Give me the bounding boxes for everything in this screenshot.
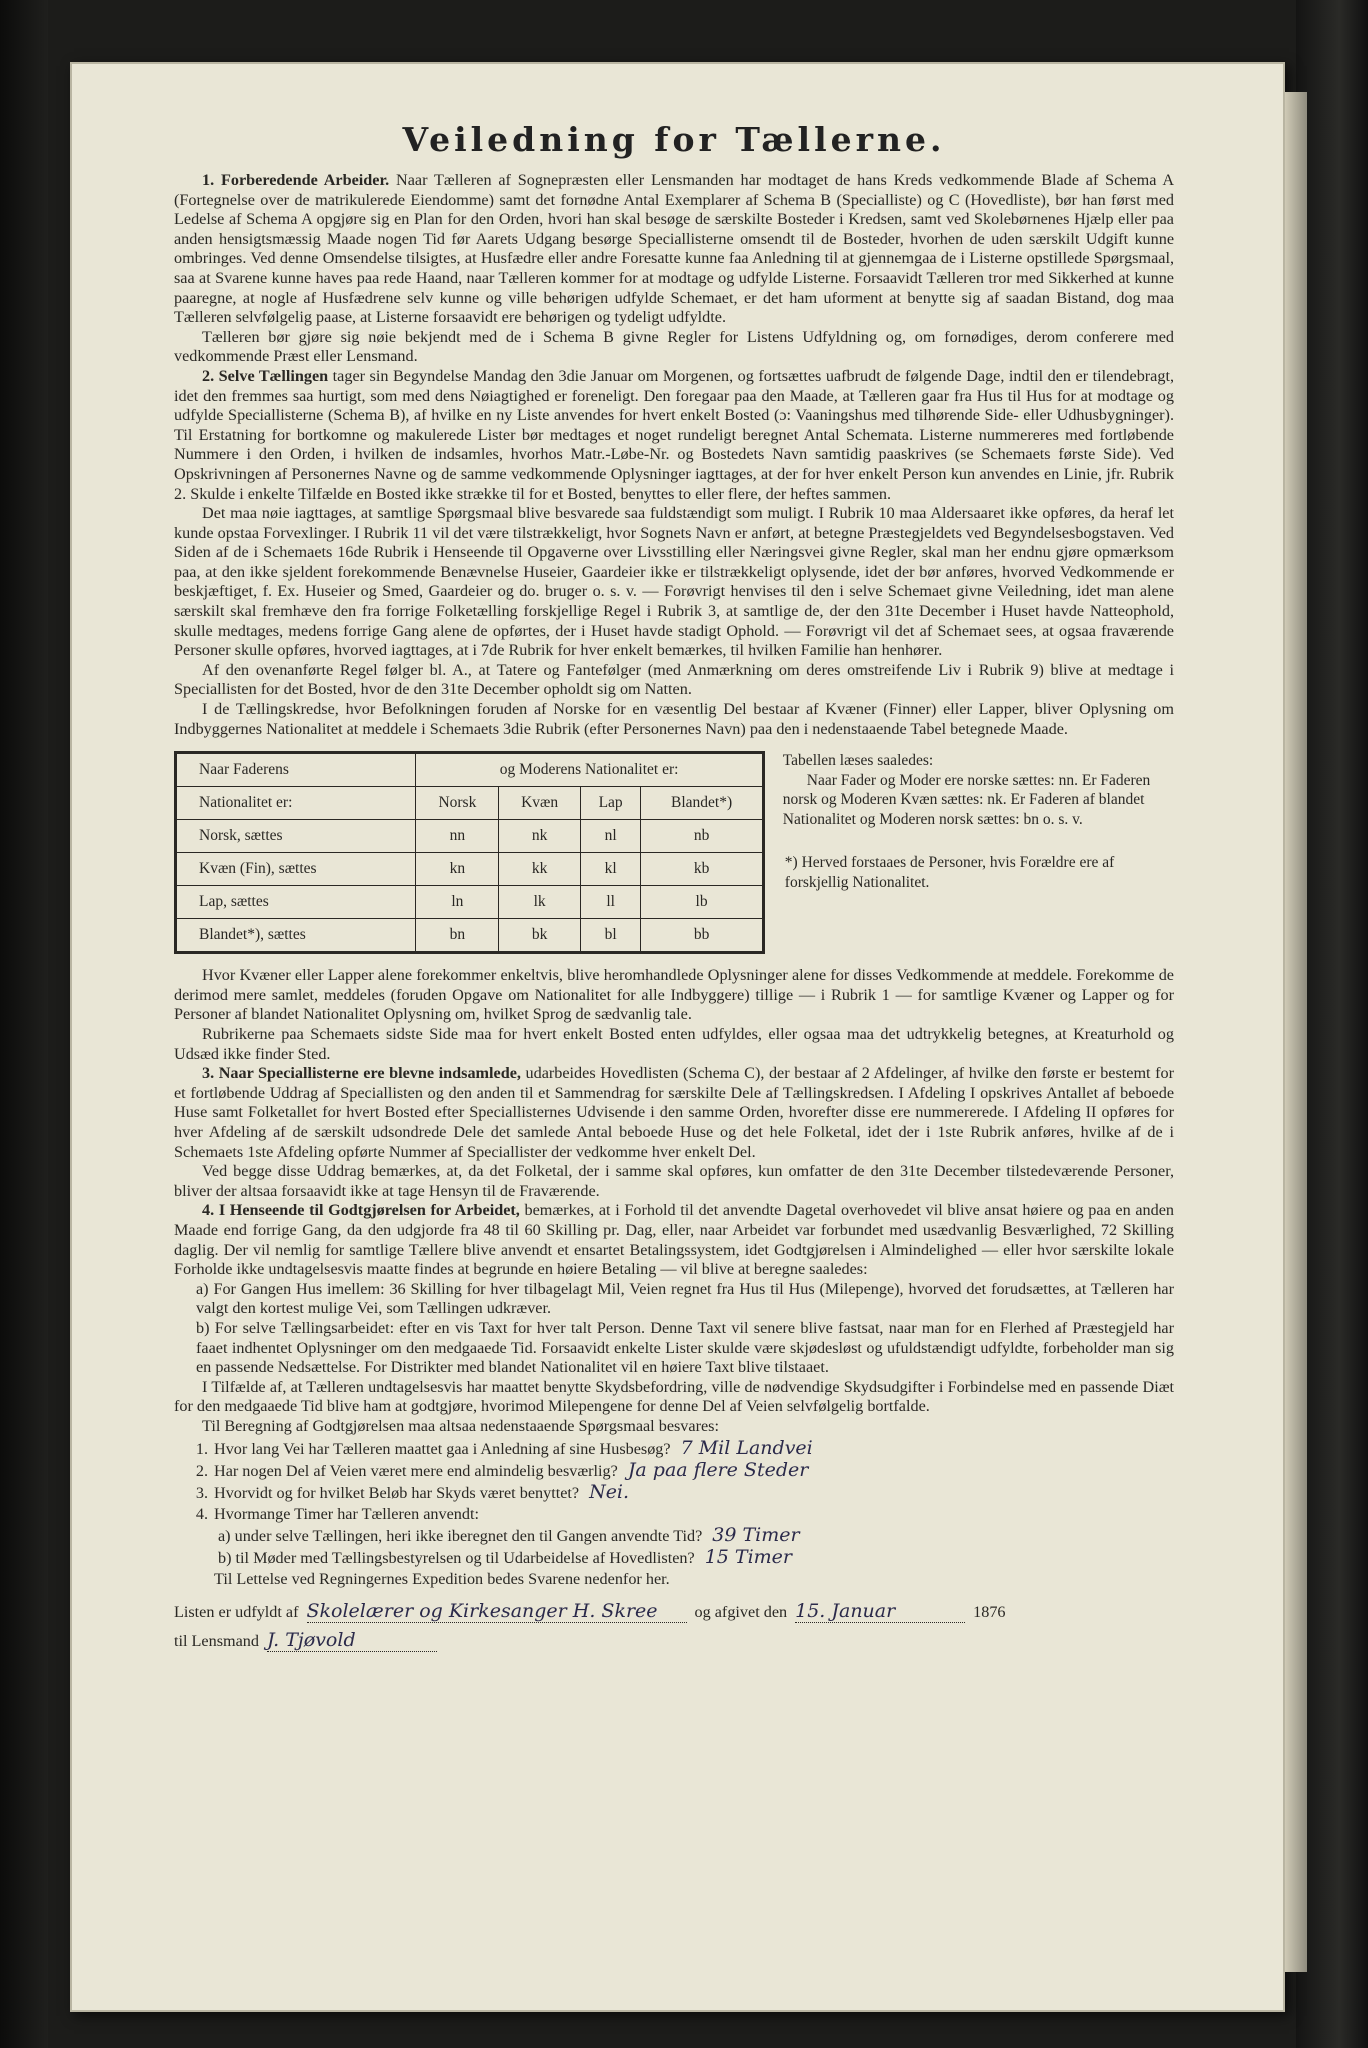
page-content [174, 120, 1174, 1652]
table-cell: nk [499, 820, 581, 853]
section-3-text: udarbeides Hovedlisten (Schema C), der bestaar af 2 Afdelinger, af hvilke den første er bestemt for et fortløbende Uddrag af Speciallisten og den anden til et Sammendrag for særskilte Dele af Tællingskredsen. I Afdeling I opskrives Antallet af beboede Huse samt Folketallet for hvert Bosted efter Speciallisternes Udvisende i den samme Orden, hvorefter disse ere nummererede. I Afdeling II opføres for hver Afdeling af de særskilt udsondrede Dele det samlede Antal beboede Huse og det hele Folketal, idet der i 1ste Rubrik anføres, hvilke af de i Schemaets 1ste Afdeling opførte Nummer af Speciallister der vedkomme hver enkelt Del. [174, 1064, 1174, 1161]
question-item [174, 1482, 1174, 1504]
section-2-paragraph-2: Det maa nøie iagttages, at samtlige Spørgsmaal blive besvarede saa fuldstændigt som muligt. I Rubrik 10 maa Aldersaaret ikke opføres, da heraf let kunde opstaa Forvexlinger. I Rubrik 11 vil det være tilstrækkeligt, hvor Sognets Navn er anført, at betegne Præstegjeldets ved Begyndelsesbogstaven. Ved Siden af de i Schemaets 16de Rubrik i Henseende til Opgaverne over Livsstilling eller Næringsvei givne Regler, skal man her endnu gjøre opmærksom paa, at den ikke sjeldent forekommende Benævnelse Huseier, Gaardeier ikke er tilstrækkeligt oplysende, idet der bør anføres, hvorved Vedkommende er beskjæftiget, f. Ex. Huseier og Smed, Gaardeier og do. bruger o. s. v. — Forøvrigt henvises til den i selve Schemaet givne Veiledning, idet man alene særskilt skal fremhæve den fra forrige Folketælling forskjellige Regel i Rubrik 3, at samtlige de, der den 31te December i Huset havde Natteophold, skulle medtages, medens forrige Gang alene de opførtes, der i Huset havde stadigt Ophold. — Forøvrigt vil det af Schemaet sees, at ogsaa fraværende Personer skulle opføres, hvorved iagttages, at i 7de Rubrik for hver enkelt bemærkes, til hvilken Familie han henhører. [174, 504, 1174, 660]
table-cell: bb [641, 919, 763, 953]
delivered-label: og afgivet den [694, 1603, 788, 1622]
page-edge [1285, 92, 1307, 1972]
table-cell: bk [499, 919, 581, 953]
handwritten-lensmand: J. Tjøvold [267, 1629, 437, 1652]
section-1 [174, 171, 1174, 328]
question-item [174, 1438, 1174, 1460]
handwritten-answer: 39 Timer [712, 1524, 800, 1547]
col-header: Norsk [416, 787, 499, 820]
page-title: Veiledning for Tællerne. [402, 120, 946, 159]
year-label: 1876 [973, 1603, 1006, 1622]
section-2 [174, 367, 1174, 504]
table-row [176, 820, 764, 853]
section-4 [174, 1201, 1174, 1279]
question-item [174, 1504, 1174, 1525]
table-row [176, 853, 764, 886]
section-2-heading: 2. Selve Tællingen [202, 366, 329, 385]
section-3 [174, 1064, 1174, 1162]
table-cell: kn [416, 853, 499, 886]
table-row [176, 886, 764, 919]
section-3-heading: 3. Naar Speciallisterne ere blevne indsamlede, [202, 1064, 521, 1083]
scanner-background-left [0, 0, 48, 2048]
handwritten-answer: 15 Timer [704, 1546, 792, 1569]
section-4-item-b: b) For selve Tællingsarbeidet: efter en vis Taxt for hver talt Person. Denne Taxt vil senere blive fastsat, naar man for en Flerhed af Præstegjeld har faaet indhentet Oplysninger om den medgaaede Tid. Forsaavidt enkelte Lister skulde være skjødesløst og ufuldstændigt udfyldte, forbeholder man sig en passende Nedsættelse. For Distrikter med blandet Nationalitet vil en høiere Taxt blive tilstaaet. [196, 1318, 1174, 1377]
col-header: Kvæn [499, 787, 581, 820]
row-label: Lap, sættes [176, 886, 416, 919]
section-4-text: bemærkes, at i Forhold til det anvendte Dagetal overhovedet vil blive ansat høiere og paa en anden Maade end forrige Gang, da den udgjorde fra 48 til 60 Skilling pr. Dag, eller, naar Arbeidet var forbundet med usædvanlig Besværlighed, 72 Skilling daglig. Der vil nemlig for samtlige Tællere blive anvendt et ensartet Betalingssystem, idet Godtgjørelsen i Almindelighed — eller hvor særskilte lokale Forholde ikke undtagelsesvis maatte findes at begrunde en høiere Betaling — vil blive at beregne saaledes: [174, 1201, 1175, 1279]
table-cell: kb [641, 853, 763, 886]
document-page [70, 62, 1285, 2012]
handwritten-date: 15. Januar [795, 1600, 965, 1623]
table-top-header: og Moderens Nationalitet er: [416, 753, 763, 787]
row-label: Kvæn (Fin), sættes [176, 853, 416, 886]
section-4-item-a: a) For Gangen Hus imellem: 36 Skilling for hver tilbagelagt Mil, Veien regnet fra Hus til Hus (Milepenge), hvorved det forudsættes, at Tælleren har valgt den kortest mulige Vei, som Tællingen udkræver. [196, 1279, 1174, 1318]
table-corner-2: Nationalitet er: [176, 787, 416, 820]
section-2-paragraph-3: Af den ovenanførte Regel følger bl. A., at Tatere og Fantefølger (med Anmærkning om deres omstreifende Liv i Rubrik 9) blive at medtage i Speciallisten for det Bosted, hvor de den 31te December opholdt sig om Natten. [174, 660, 1174, 699]
section-2-paragraph-4: I de Tællingskredse, hvor Befolkningen foruden af Norske for en væsentlig Del bestaar af Kvæner (Finner) eller Lapper, bliver Oplysning om Indbyggernes Nationalitet at meddele i Schemaets 3die Rubrik (efter Personernes Navn) paa den i nedenstaaende Tabel betegnede Maade. [174, 700, 1174, 738]
table-cell: nb [641, 820, 763, 853]
table-cell: ll [580, 886, 640, 919]
handwritten-completed-by: Skolelærer og Kirkesanger H. Skree [307, 1600, 687, 1623]
nationality-table [174, 751, 765, 954]
question-number: 2. [195, 1462, 208, 1481]
row-label: Norsk, sættes [176, 820, 416, 853]
question-text: Hvor lang Vei har Tælleren maattet gaa i Anledning af sine Husbesøg? [214, 1440, 671, 1459]
section-3-paragraph-2: Ved begge disse Uddrag bemærkes, at, da det Folketal, der i samme skal opføres, kun omfatter de den 31te December tilstedeværende Personer, bliver der altsaa forsaavidt ikke at tage Hensyn til de Fraværende. [174, 1162, 1174, 1200]
completed-by-label: Listen er udfyldt af [174, 1603, 299, 1622]
question-list [174, 1438, 1174, 1590]
question-text: Har nogen Del af Veien været mere end almindelig besværlig? [214, 1462, 618, 1481]
sub-question-item [174, 1547, 1174, 1569]
sub-question-text: b) til Møder med Tællingsbestyrelsen og til Udarbeidelse af Hovedlisten? [218, 1549, 695, 1568]
table-cell: ln [416, 886, 499, 919]
table-corner-1: Naar Faderens [176, 753, 416, 787]
question-item [174, 1460, 1174, 1482]
handwritten-answer: Ja paa flere Steder [627, 1459, 809, 1482]
section-2-text: tager sin Begyndelse Mandag den 3die Januar om Morgenen, og fortsættes uafbrudt de følgende Dage, indtil den er tilendebragt, idet den fremmes saa hurtigt, som med dens Nøiagtighed er foreneligt. Den foregaar paa den Maade, at Tælleren gaar fra Hus til Hus for at modtage og udfylde Speciallisterne (Schema B), af hvilke en ny Liste anvendes for hvert enkelt Bosted (ɔ: Vaaningshus med tilhørende Side- eller Udhusbygninger). Til Erstatning for bortkomne og makulerede Lister bør medtages et noget rundeligt beregnet Antal Schemata. Listerne nummereres med fortløbende Nummere i den Orden, i hvilken de indsamles, hvorhos Matr.-Løbe-Nr. og Bostedets Navn samtidig paaskrives (se Schemaets første Side). Ved Opskrivningen af Personernes Navne og de samme vedkommende Oplysninger iagttages, at der for hver enkelt Person kun anvendes en Linie, jfr. Rubrik 2. Skulde i enkelte Tilfælde en Bosted ikke strække til for et Bosted, benyttes to eller flere, der heftes sammen. [174, 366, 1174, 503]
section-4-paragraph-2: I Tilfælde af, at Tælleren undtagelsesvis har maattet benytte Skydsbefordring, ville de nødvendige Skydsudgifter i Forbindelse med en passende Diæt for den medgaaede Tid blive ham at godtgjøre, hvorimod Milepengene for denne Del af Veien selvfølgelig bortfalde. [174, 1377, 1174, 1416]
col-header: Blandet*) [641, 787, 763, 820]
question-number: 4. [195, 1505, 208, 1524]
nationality-table-block [174, 751, 1174, 954]
section-1-paragraph-2: Tælleren bør gjøre sig nøie bekjendt med de i Schema B givne Regler for Listens Udfyldning og, om fornødiges, derom conferere med vedkommende Præst eller Lensmand. [174, 327, 1174, 366]
table-cell: lk [499, 886, 581, 919]
lensmand-line [174, 1629, 1174, 1652]
table-cell: nn [416, 820, 499, 853]
section-1-text: Naar Tælleren af Sognepræsten eller Lensmanden har modtaget de hans Kreds vedkommende Blade af Schema A (Fortegnelse over de matrikulerede Eiendomme) samt det fornødne Antal Exemplarer af Schema B (Specialliste) og C (Hovedliste), bør han først med Ledelse af Schema A opgjøre sig en Plan for den Orden, hvori han skal besøge de særskilte Bosteder i Kredsen, samt ved Skolebørnenes Hjælp eller paa anden hensigtsmæssig Maade nogen Tid før Aarets Udgang besørge Speciallisterne omsendt til de Bosteder, hvorhen de uden særskilt Udgift kunne ombringes. Ved denne Omsendelse tilsigtes, at Husfædre eller andre Foresatte kunne faa Anledning til at gjennemgaa de i Listerne opstillede Spørgsmaal, saa at Svarene kunne haves paa rede Haand, naar Tælleren kommer for at modtage og udfylde Listerne. Forsaavidt Tælleren tror med Sikkerhed at kunne paaregne, at nogle af Husfædrene selv kunne og ville behørigen udfylde Schemaet, er det ham uforment at benytte sig af saadan Bistand, dog maa Tælleren selvfølgelig paase, at Listerne forsaavidt ere behørigen og tydeligt udfyldte. [174, 171, 1175, 327]
question-number: 3. [195, 1484, 208, 1503]
question-number: 1. [195, 1440, 208, 1459]
table-cell: bl [580, 919, 640, 953]
lensmand-label: til Lensmand [174, 1632, 259, 1651]
table-cell: kk [499, 853, 581, 886]
after-table-paragraph-1: Hvor Kvæner eller Lapper alene forekommer enkeltvis, blive heromhandlede Oplysninger alene for disses Vedkommende at meddele. Forekomme de derimod mere samlet, meddeles (foruden Opgave om Nationalitet for alle Indbyggere) tillige — i Rubrik 1 — for samtlige Kvæner og Lapper og for Personer af blandet Nationalitet Oplysning om, hvilket Sprog de sædvanlig tale. [174, 966, 1174, 1024]
table-cell: kl [580, 853, 640, 886]
question-text: Hvormange Timer har Tælleren anvendt: [214, 1505, 479, 1524]
closing-line: Til Lettelse ved Regningernes Expedition bedes Svarene nedenfor her. [214, 1570, 670, 1589]
table-explanation-heading: Tabellen læses saaledes: [782, 752, 934, 770]
table-cell: nl [580, 820, 640, 853]
table-cell: lb [641, 886, 763, 919]
after-table-paragraph-2: Rubrikerne paa Schemaets sidste Side maa for hvert enkelt Bosted enten udfyldes, eller ogsaa maa det udtrykkelig betegnes, at Kreaturhold og Udsæd ikke finder Sted. [174, 1025, 1174, 1063]
handwritten-answer: 7 Mil Landvei [680, 1437, 813, 1460]
handwritten-answer: Nei. [589, 1481, 630, 1504]
table-explanation [783, 751, 1174, 954]
row-label: Blandet*), sættes [176, 919, 416, 953]
table-row [176, 919, 764, 953]
table-footnote: *) Herved forstaaes de Personer, hvis Forældre ere af forskjellig Nationalitet. [784, 854, 1115, 891]
question-text: Hvorvidt og for hvilket Beløb har Skyds været benyttet? [214, 1484, 580, 1503]
section-4-paragraph-3: Til Beregning af Godtgjørelsen maa altsaa nedenstaaende Spørgsmaal besvares: [202, 1416, 719, 1435]
section-4-heading: 4. I Henseende til Godtgjørelsen for Arbeidet, [202, 1201, 520, 1220]
sub-question-text: a) under selve Tællingen, heri ikke iberegnet den til Gangen anvendte Tid? [218, 1527, 703, 1546]
sub-question-item [174, 1525, 1174, 1547]
completion-line [174, 1600, 1174, 1623]
col-header: Lap [580, 787, 640, 820]
section-1-heading: 1. Forberedende Arbeider. [202, 171, 390, 189]
table-cell: bn [416, 919, 499, 953]
table-explanation-text: Naar Fader og Moder ere norske sættes: nn. Er Faderen norsk og Moderen Kvæn sættes: nk. Er Faderen af blandet Nationalitet og Moderen norsk sættes: bn o. s. v. [782, 771, 1151, 828]
